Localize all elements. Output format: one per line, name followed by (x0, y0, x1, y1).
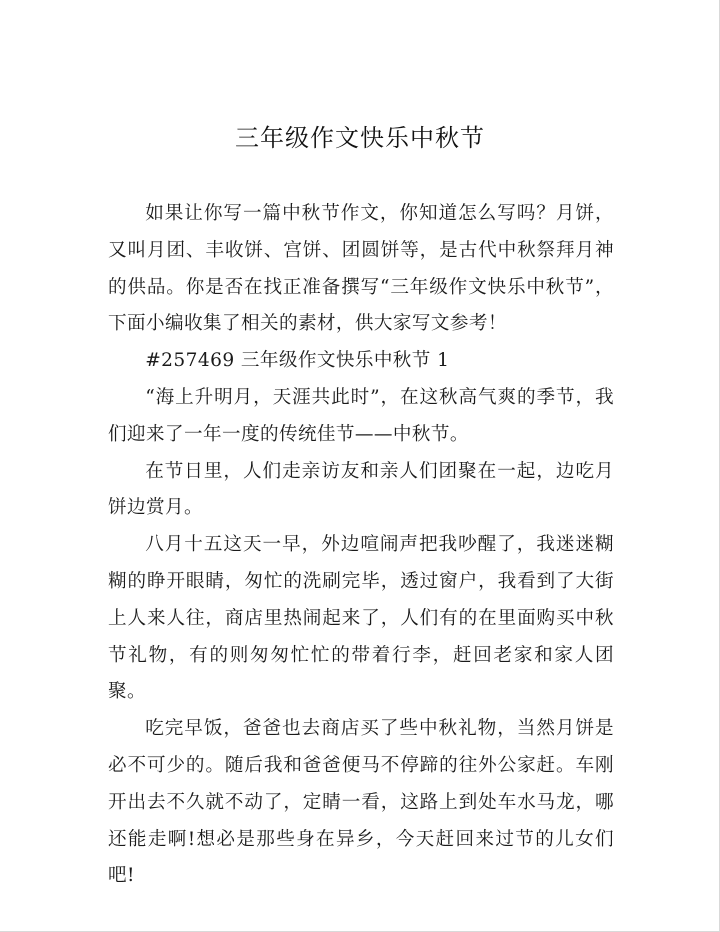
document-title: 三年级作文快乐中秋节 (235, 124, 485, 152)
document-body (108, 196, 614, 895)
paragraph-section-heading: #257469 三年级作文快乐中秋节 1 (145, 350, 450, 372)
paragraph-4: 吃完早饭，爸爸也去商店买了些中秋礼物，当然月饼是必不可少的。随后我和爸爸便马不停蹄的往外公家赶。车刚开出去不久就不动了，定睛一看，这路上到处车水马龙，哪还能走啊!想必是那些身在异乡，今天赶回来过节的儿女们吧! (108, 718, 614, 887)
paragraph-intro: 如果让你写一篇中秋节作文，你知道怎么写吗？月饼，又叫月团、丰收饼、宫饼、团圆饼等，是古代中秋祭拜月神的供品。你是否在找正准备撰写“三年级作文快乐中秋节”，下面小编收集了相关的素材，供大家写文参考！ (108, 203, 614, 335)
paragraph-2: 在节日里，人们走亲访友和亲人们团聚在一起，边吃月饼边赏月。 (108, 460, 614, 519)
paragraph-1: “海上升明月，天涯共此时”，在这秋高气爽的季节，我们迎来了一年一度的传统佳节——中秋节。 (108, 386, 614, 445)
paragraph-3: 八月十五这天一早，外边喧闹声把我吵醒了，我迷迷糊糊的睁开眼睛，匆忙的洗刷完毕，透过窗户，我看到了大街上人来人往，商店里热闹起来了，人们有的在里面购买中秋节礼物，有的则匆匆忙忙的带着行李，赶回老家和家人团聚。 (108, 534, 614, 703)
